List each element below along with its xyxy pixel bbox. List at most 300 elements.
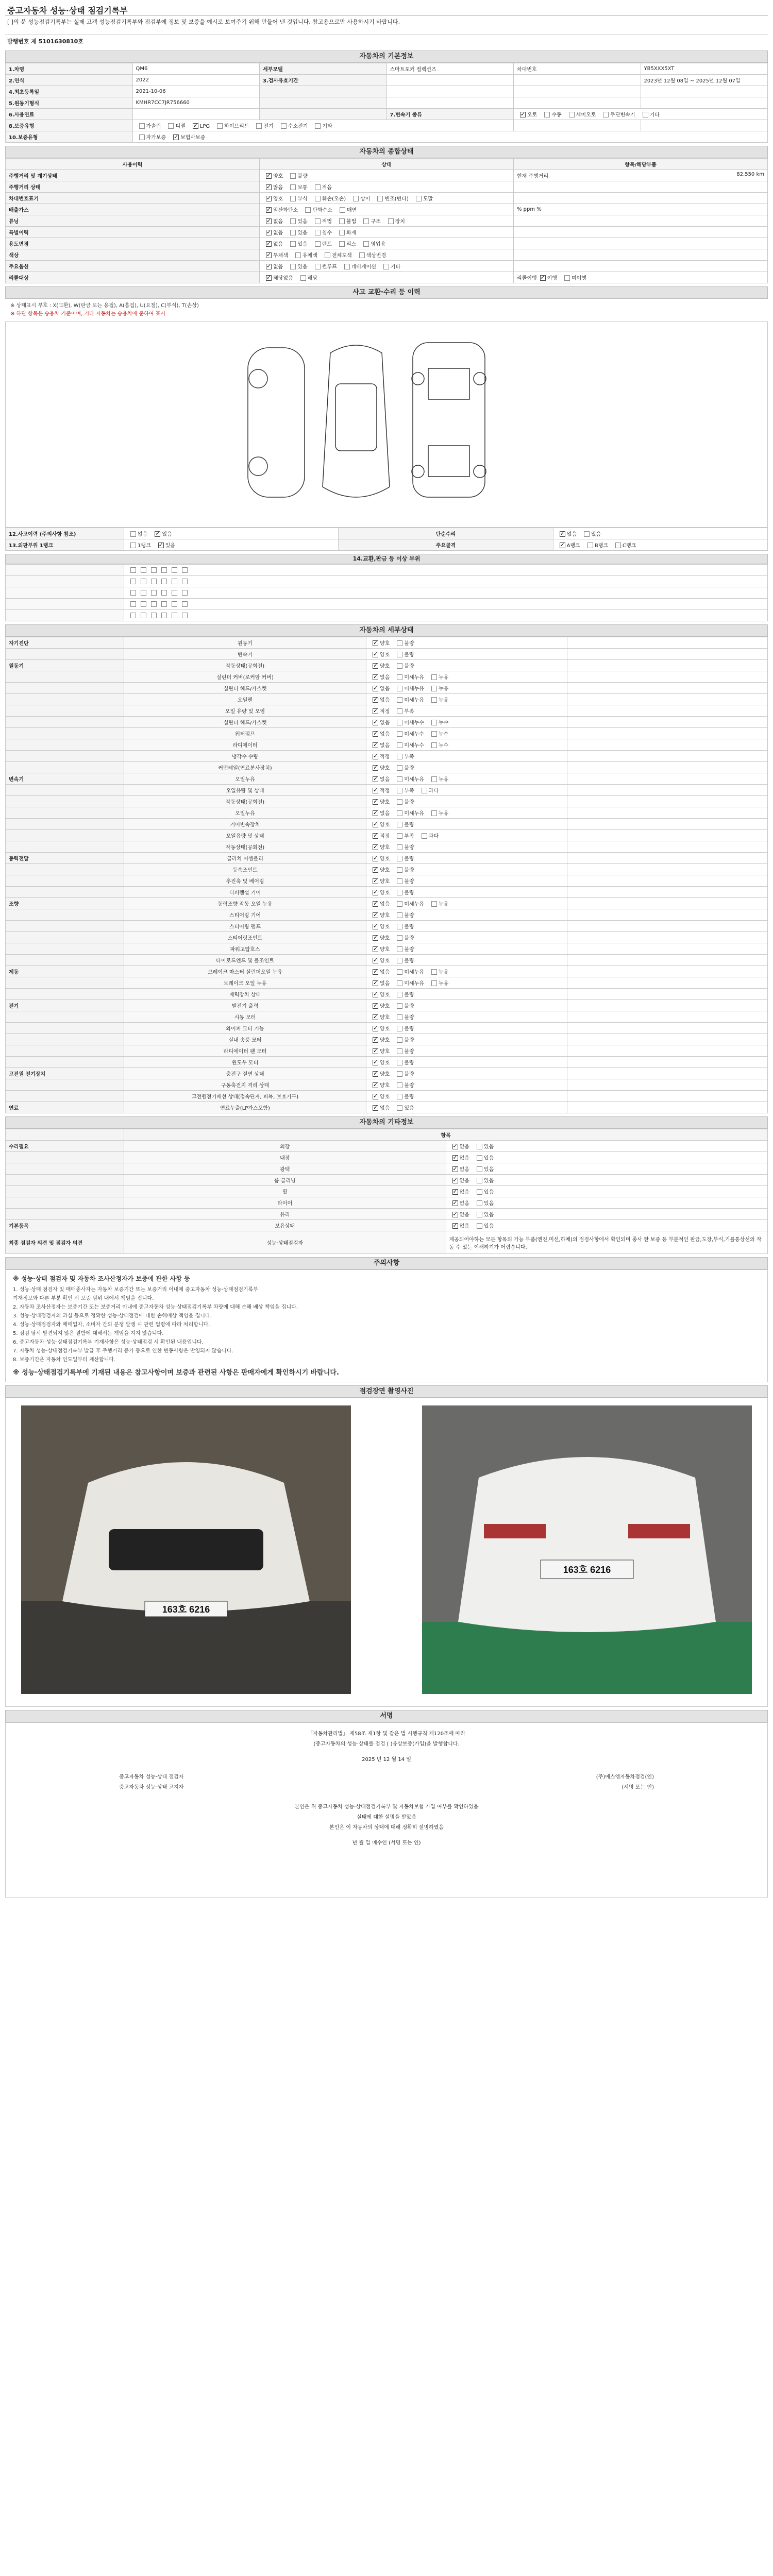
checkbox[interactable]	[130, 567, 136, 573]
checkbox-option[interactable]	[369, 1092, 390, 1100]
checkbox[interactable]	[431, 720, 437, 725]
checkbox[interactable]	[315, 196, 321, 201]
checkbox[interactable]	[266, 196, 272, 201]
checkbox[interactable]	[373, 765, 378, 771]
checkbox[interactable]	[173, 134, 179, 140]
checkbox[interactable]	[130, 590, 136, 596]
checkbox[interactable]	[373, 640, 378, 646]
checkbox-option[interactable]	[312, 262, 337, 270]
checkbox[interactable]	[373, 1105, 378, 1111]
checkbox-option[interactable]	[263, 217, 283, 225]
checkbox[interactable]	[130, 613, 136, 618]
checkbox-option[interactable]	[369, 775, 390, 783]
checkbox-option[interactable]	[394, 718, 424, 726]
checkbox[interactable]	[431, 810, 437, 816]
checkbox-option[interactable]	[127, 541, 151, 549]
checkbox-option[interactable]	[394, 764, 414, 771]
checkbox-option[interactable]	[369, 1081, 390, 1089]
checkbox[interactable]	[161, 590, 167, 596]
checkbox-option[interactable]	[394, 934, 414, 941]
checkbox-option[interactable]	[369, 1036, 390, 1043]
checkbox-option[interactable]	[263, 194, 283, 202]
checkbox[interactable]	[584, 531, 590, 537]
checkbox-option[interactable]	[263, 240, 283, 247]
checkbox[interactable]	[373, 1003, 378, 1009]
checkbox[interactable]	[452, 1200, 458, 1206]
checkbox-option[interactable]	[394, 673, 424, 681]
checkbox-option[interactable]	[369, 1070, 390, 1077]
checkbox-option[interactable]	[336, 240, 356, 247]
checkbox-option[interactable]	[428, 809, 448, 817]
checkbox-option[interactable]	[356, 251, 386, 259]
checkbox[interactable]	[422, 833, 427, 839]
checkbox[interactable]	[363, 218, 369, 224]
checkbox[interactable]	[452, 1212, 458, 1217]
checkbox-option[interactable]	[474, 1188, 494, 1195]
checkbox[interactable]	[377, 196, 383, 201]
checkbox-option[interactable]	[369, 639, 390, 647]
checkbox-option[interactable]	[474, 1165, 494, 1173]
checkbox-option[interactable]	[350, 194, 370, 202]
checkbox[interactable]	[339, 230, 345, 235]
checkbox[interactable]	[363, 241, 369, 247]
checkbox[interactable]	[290, 196, 296, 201]
checkbox[interactable]	[397, 912, 402, 918]
checkbox-option[interactable]	[302, 206, 332, 213]
checkbox[interactable]	[339, 241, 345, 247]
checkbox-option[interactable]	[369, 1024, 390, 1032]
checkbox-option[interactable]	[312, 183, 332, 191]
checkbox-option[interactable]	[287, 172, 307, 179]
checkbox-option[interactable]	[360, 240, 385, 247]
checkbox-option[interactable]	[136, 122, 161, 129]
checkbox-option[interactable]	[394, 775, 424, 783]
checkbox[interactable]	[477, 1212, 482, 1217]
checkbox-option[interactable]	[428, 696, 448, 703]
checkbox[interactable]	[397, 992, 402, 997]
checkbox[interactable]	[172, 613, 177, 618]
checkbox[interactable]	[315, 264, 321, 269]
checkbox-option[interactable]	[369, 662, 390, 669]
checkbox[interactable]	[373, 867, 378, 873]
checkbox-option[interactable]	[449, 1165, 469, 1173]
checkbox[interactable]	[256, 123, 262, 129]
checkbox-option[interactable]	[394, 843, 414, 851]
checkbox-option[interactable]	[263, 251, 288, 259]
checkbox[interactable]	[373, 946, 378, 952]
checkbox[interactable]	[141, 601, 146, 607]
checkbox[interactable]	[452, 1178, 458, 1183]
checkbox[interactable]	[373, 754, 378, 759]
checkbox-option[interactable]	[394, 1081, 414, 1089]
checkbox-option[interactable]	[394, 922, 414, 930]
checkbox[interactable]	[397, 1048, 402, 1054]
checkbox[interactable]	[151, 579, 157, 584]
checkbox[interactable]	[569, 112, 575, 117]
checkbox-option[interactable]	[369, 922, 390, 930]
checkbox-option[interactable]	[369, 741, 390, 749]
checkbox-option[interactable]	[263, 262, 283, 270]
checkbox[interactable]	[540, 275, 546, 281]
checkbox[interactable]	[397, 958, 402, 963]
checkbox[interactable]	[431, 697, 437, 703]
checkbox-option[interactable]	[127, 530, 147, 537]
checkbox[interactable]	[373, 912, 378, 918]
checkbox-option[interactable]	[394, 900, 424, 907]
checkbox[interactable]	[603, 112, 609, 117]
checkbox[interactable]	[172, 601, 177, 607]
checkbox-option[interactable]	[369, 990, 390, 998]
checkbox[interactable]	[452, 1166, 458, 1172]
checkbox[interactable]	[315, 230, 321, 235]
checkbox[interactable]	[431, 686, 437, 691]
checkbox-option[interactable]	[369, 832, 390, 839]
checkbox-option[interactable]	[312, 194, 346, 202]
checkbox-option[interactable]	[394, 798, 414, 805]
checkbox-option[interactable]	[428, 673, 448, 681]
checkbox[interactable]	[182, 579, 188, 584]
checkbox-option[interactable]	[394, 854, 414, 862]
checkbox[interactable]	[373, 890, 378, 895]
checkbox-option[interactable]	[263, 228, 283, 236]
checkbox[interactable]	[290, 230, 296, 235]
checkbox[interactable]	[397, 901, 402, 907]
checkbox[interactable]	[397, 686, 402, 691]
checkbox-option[interactable]	[369, 1104, 390, 1111]
checkbox-option[interactable]	[394, 809, 424, 817]
checkbox[interactable]	[564, 275, 570, 281]
checkbox[interactable]	[373, 992, 378, 997]
checkbox[interactable]	[397, 856, 402, 861]
checkbox-option[interactable]	[449, 1154, 469, 1161]
checkbox[interactable]	[151, 601, 157, 607]
checkbox-option[interactable]	[394, 956, 414, 964]
checkbox[interactable]	[373, 788, 378, 793]
checkbox-option[interactable]	[287, 217, 307, 225]
checkbox-option[interactable]	[369, 786, 390, 794]
checkbox-option[interactable]	[561, 274, 586, 281]
checkbox[interactable]	[373, 720, 378, 725]
checkbox-option[interactable]	[170, 133, 205, 141]
checkbox[interactable]	[373, 1071, 378, 1077]
checkbox-option[interactable]	[557, 530, 577, 537]
checkbox-option[interactable]	[263, 206, 298, 213]
checkbox-option[interactable]	[263, 172, 283, 179]
checkbox-option[interactable]	[369, 979, 390, 987]
checkbox[interactable]	[477, 1178, 482, 1183]
checkbox-option[interactable]	[312, 240, 332, 247]
checkbox-option[interactable]	[428, 741, 448, 749]
checkbox-option[interactable]	[394, 1058, 414, 1066]
checkbox[interactable]	[315, 241, 321, 247]
checkbox-option[interactable]	[428, 730, 448, 737]
checkbox-option[interactable]	[369, 684, 390, 692]
checkbox-option[interactable]	[394, 832, 414, 839]
checkbox-option[interactable]	[136, 133, 166, 141]
checkbox-option[interactable]	[474, 1199, 494, 1207]
checkbox-option[interactable]	[394, 639, 414, 647]
checkbox[interactable]	[397, 640, 402, 646]
checkbox[interactable]	[359, 252, 365, 258]
checkbox-option[interactable]	[287, 183, 307, 191]
checkbox-option[interactable]	[581, 530, 601, 537]
checkbox-option[interactable]	[394, 684, 424, 692]
checkbox-option[interactable]	[155, 541, 175, 549]
checkbox-option[interactable]	[369, 843, 390, 851]
checkbox-option[interactable]	[428, 684, 448, 692]
checkbox-option[interactable]	[584, 541, 608, 549]
checkbox-option[interactable]	[537, 274, 557, 281]
checkbox-option[interactable]	[394, 979, 424, 987]
checkbox-option[interactable]	[640, 110, 660, 118]
checkbox[interactable]	[182, 601, 188, 607]
checkbox[interactable]	[373, 822, 378, 827]
checkbox[interactable]	[560, 531, 565, 537]
checkbox-option[interactable]	[380, 262, 400, 270]
checkbox[interactable]	[397, 674, 402, 680]
checkbox-option[interactable]	[449, 1176, 469, 1184]
checkbox-option[interactable]	[428, 775, 448, 783]
checkbox[interactable]	[373, 1014, 378, 1020]
checkbox[interactable]	[452, 1223, 458, 1229]
checkbox[interactable]	[560, 543, 565, 548]
checkbox[interactable]	[290, 264, 296, 269]
checkbox[interactable]	[373, 833, 378, 839]
checkbox[interactable]	[266, 207, 272, 213]
checkbox-option[interactable]	[369, 888, 390, 896]
checkbox-option[interactable]	[287, 194, 307, 202]
checkbox[interactable]	[373, 708, 378, 714]
checkbox-option[interactable]	[557, 541, 580, 549]
checkbox-option[interactable]	[341, 262, 376, 270]
checkbox-option[interactable]	[292, 251, 317, 259]
checkbox-option[interactable]	[413, 194, 433, 202]
checkbox[interactable]	[373, 924, 378, 929]
checkbox[interactable]	[217, 123, 223, 129]
checkbox[interactable]	[397, 776, 402, 782]
checkbox-option[interactable]	[374, 194, 408, 202]
checkbox-option[interactable]	[263, 183, 283, 191]
checkbox[interactable]	[544, 112, 550, 117]
checkbox[interactable]	[397, 742, 402, 748]
checkbox[interactable]	[397, 946, 402, 952]
checkbox[interactable]	[397, 969, 402, 975]
checkbox[interactable]	[151, 590, 157, 596]
checkbox[interactable]	[397, 652, 402, 657]
checkbox-option[interactable]	[541, 110, 561, 118]
checkbox[interactable]	[373, 731, 378, 737]
checkbox-option[interactable]	[369, 934, 390, 941]
checkbox-option[interactable]	[394, 866, 414, 873]
checkbox[interactable]	[397, 822, 402, 827]
checkbox[interactable]	[266, 218, 272, 224]
checkbox-option[interactable]	[394, 877, 414, 885]
checkbox[interactable]	[130, 601, 136, 607]
checkbox-option[interactable]	[253, 122, 273, 129]
checkbox-option[interactable]	[428, 718, 448, 726]
checkbox[interactable]	[373, 663, 378, 669]
checkbox[interactable]	[182, 567, 188, 573]
checkbox[interactable]	[373, 1094, 378, 1099]
checkbox[interactable]	[161, 613, 167, 618]
checkbox[interactable]	[373, 980, 378, 986]
checkbox-option[interactable]	[385, 217, 405, 225]
checkbox-option[interactable]	[394, 696, 424, 703]
checkbox[interactable]	[161, 601, 167, 607]
checkbox-option[interactable]	[214, 122, 249, 129]
checkbox[interactable]	[397, 1060, 402, 1065]
checkbox-option[interactable]	[394, 888, 414, 896]
checkbox-option[interactable]	[369, 968, 390, 975]
checkbox-option[interactable]	[612, 541, 636, 549]
checkbox-option[interactable]	[394, 945, 414, 953]
checkbox[interactable]	[315, 123, 321, 129]
checkbox[interactable]	[397, 844, 402, 850]
checkbox[interactable]	[139, 123, 145, 129]
checkbox[interactable]	[431, 742, 437, 748]
checkbox[interactable]	[373, 674, 378, 680]
checkbox-option[interactable]	[474, 1210, 494, 1218]
checkbox-option[interactable]	[428, 979, 448, 987]
checkbox[interactable]	[397, 754, 402, 759]
checkbox[interactable]	[397, 980, 402, 986]
checkbox[interactable]	[587, 543, 593, 548]
checkbox[interactable]	[155, 531, 160, 537]
checkbox[interactable]	[397, 1105, 402, 1111]
checkbox[interactable]	[305, 207, 311, 213]
checkbox-option[interactable]	[394, 1070, 414, 1077]
checkbox-option[interactable]	[190, 123, 210, 129]
checkbox[interactable]	[397, 935, 402, 941]
checkbox-option[interactable]	[428, 900, 448, 907]
checkbox-option[interactable]	[312, 217, 332, 225]
checkbox-option[interactable]	[287, 228, 307, 236]
checkbox-option[interactable]	[360, 217, 380, 225]
checkbox[interactable]	[477, 1223, 482, 1229]
checkbox-option[interactable]	[337, 206, 357, 213]
checkbox-option[interactable]	[287, 262, 307, 270]
checkbox-option[interactable]	[369, 866, 390, 873]
checkbox-option[interactable]	[449, 1210, 469, 1218]
checkbox-option[interactable]	[474, 1222, 494, 1229]
checkbox[interactable]	[172, 590, 177, 596]
checkbox[interactable]	[373, 856, 378, 861]
checkbox[interactable]	[431, 731, 437, 737]
checkbox[interactable]	[431, 776, 437, 782]
checkbox-option[interactable]	[322, 251, 352, 259]
checkbox[interactable]	[452, 1189, 458, 1195]
checkbox-option[interactable]	[369, 1002, 390, 1009]
checkbox[interactable]	[373, 958, 378, 963]
checkbox[interactable]	[373, 969, 378, 975]
checkbox-option[interactable]	[394, 1104, 414, 1111]
checkbox[interactable]	[397, 765, 402, 771]
checkbox[interactable]	[397, 890, 402, 895]
checkbox[interactable]	[290, 184, 296, 190]
checkbox[interactable]	[397, 788, 402, 793]
checkbox[interactable]	[383, 264, 389, 269]
checkbox[interactable]	[141, 567, 146, 573]
checkbox[interactable]	[373, 652, 378, 657]
checkbox[interactable]	[477, 1189, 482, 1195]
checkbox-option[interactable]	[312, 228, 332, 236]
checkbox-option[interactable]	[369, 1013, 390, 1021]
checkbox[interactable]	[373, 878, 378, 884]
checkbox-option[interactable]	[369, 764, 390, 771]
checkbox-option[interactable]	[600, 110, 635, 118]
checkbox-option[interactable]	[369, 718, 390, 726]
checkbox[interactable]	[373, 742, 378, 748]
checkbox-option[interactable]	[449, 1188, 469, 1195]
checkbox[interactable]	[397, 810, 402, 816]
checkbox[interactable]	[373, 776, 378, 782]
checkbox-option[interactable]	[369, 877, 390, 885]
checkbox-option[interactable]	[152, 530, 172, 537]
checkbox[interactable]	[373, 810, 378, 816]
checkbox[interactable]	[477, 1200, 482, 1206]
checkbox-option[interactable]	[418, 786, 439, 794]
checkbox[interactable]	[315, 184, 321, 190]
checkbox[interactable]	[397, 1082, 402, 1088]
checkbox[interactable]	[295, 252, 301, 258]
checkbox[interactable]	[520, 112, 526, 117]
checkbox[interactable]	[141, 613, 146, 618]
checkbox[interactable]	[168, 123, 174, 129]
checkbox[interactable]	[397, 663, 402, 669]
checkbox-option[interactable]	[369, 809, 390, 817]
checkbox-option[interactable]	[449, 1199, 469, 1207]
checkbox-option[interactable]	[394, 662, 414, 669]
checkbox[interactable]	[300, 275, 306, 281]
checkbox-option[interactable]	[394, 741, 424, 749]
checkbox[interactable]	[344, 264, 350, 269]
checkbox-option[interactable]	[369, 854, 390, 862]
checkbox[interactable]	[373, 686, 378, 691]
checkbox[interactable]	[615, 543, 621, 548]
checkbox[interactable]	[373, 697, 378, 703]
checkbox-option[interactable]	[394, 1092, 414, 1100]
checkbox[interactable]	[477, 1144, 482, 1149]
checkbox-option[interactable]	[369, 673, 390, 681]
checkbox[interactable]	[373, 1082, 378, 1088]
checkbox[interactable]	[266, 252, 272, 258]
checkbox[interactable]	[172, 567, 177, 573]
checkbox[interactable]	[290, 241, 296, 247]
checkbox-option[interactable]	[287, 240, 307, 247]
checkbox-option[interactable]	[428, 968, 448, 975]
checkbox-option[interactable]	[263, 274, 293, 281]
checkbox-option[interactable]	[394, 911, 414, 919]
checkbox[interactable]	[315, 218, 321, 224]
checkbox-option[interactable]	[394, 786, 414, 794]
checkbox[interactable]	[290, 218, 296, 224]
checkbox[interactable]	[431, 969, 437, 975]
checkbox-option[interactable]	[369, 752, 390, 760]
checkbox[interactable]	[477, 1155, 482, 1161]
checkbox[interactable]	[373, 1060, 378, 1065]
checkbox-option[interactable]	[449, 1142, 469, 1150]
checkbox[interactable]	[373, 844, 378, 850]
checkbox[interactable]	[290, 173, 296, 179]
checkbox[interactable]	[266, 184, 272, 190]
checkbox[interactable]	[151, 567, 157, 573]
checkbox-option[interactable]	[394, 707, 414, 715]
checkbox[interactable]	[161, 579, 167, 584]
checkbox[interactable]	[397, 1003, 402, 1009]
checkbox[interactable]	[397, 731, 402, 737]
checkbox-option[interactable]	[369, 798, 390, 805]
checkbox-option[interactable]	[394, 1047, 414, 1055]
